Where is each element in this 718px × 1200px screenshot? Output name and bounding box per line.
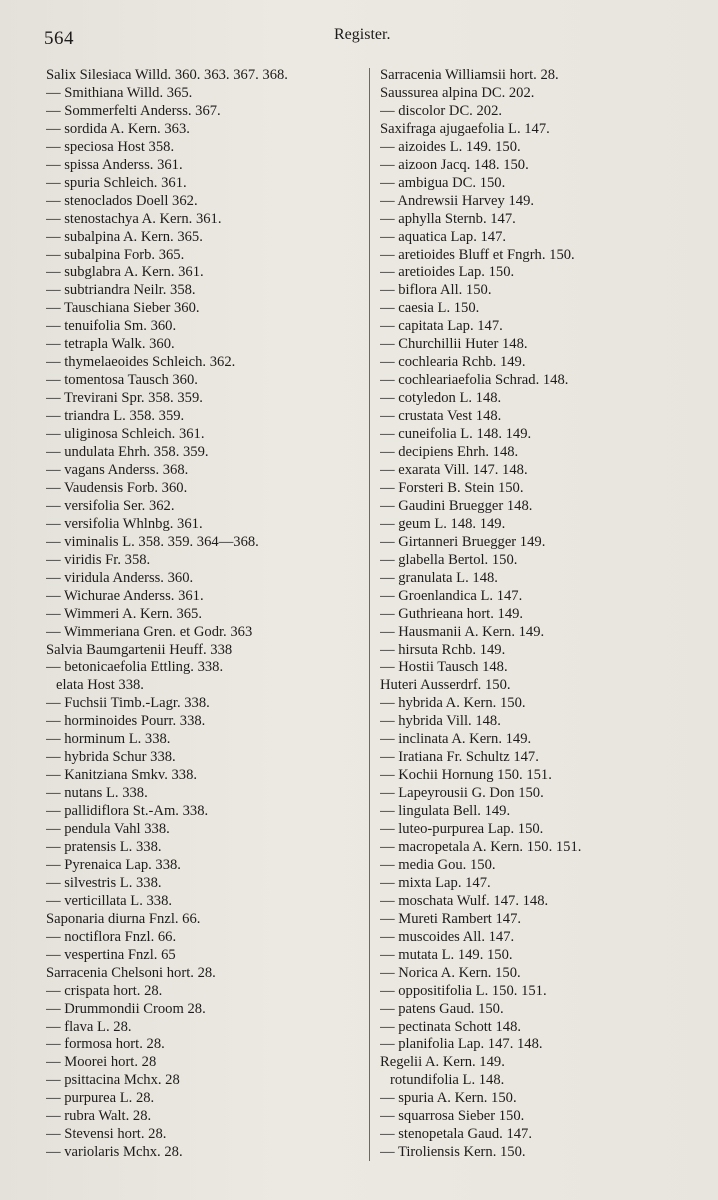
index-entry: — Kanitziana Smkv. 338. <box>46 767 198 784</box>
left-index-column <box>46 67 364 1162</box>
index-entry: — versifolia Ser. 362. <box>46 497 175 514</box>
index-entry: — ambigua DC. 150. <box>380 174 506 191</box>
index-entry: — caesia L. 150. <box>380 300 480 317</box>
index-entry: — formosa hort. 28. <box>46 1036 165 1053</box>
index-entry: — subalpina Forb. 365. <box>46 246 185 263</box>
index-entry: — tenuifolia Sm. 360. <box>46 318 177 335</box>
index-entry: — Guthrieana hort. 149. <box>380 605 524 622</box>
index-entry: — Wimmeriana Gren. et Godr. 363 <box>46 623 253 640</box>
index-entry: — nutans L. 338. <box>46 785 148 802</box>
index-entry: — exarata Vill. 147. 148. <box>380 461 528 478</box>
index-entry: Sarracenia Chelsoni hort. 28. <box>46 964 216 981</box>
index-entry: — betonicaefolia Ettling. 338. <box>46 659 224 676</box>
index-entry: — Drummondii Croom 28. <box>46 1000 206 1017</box>
index-entry: — variolaris Mchx. 28. <box>46 1144 183 1161</box>
index-entry: — psittacina Mchx. 28 <box>46 1072 180 1089</box>
index-entry: — Pyrenaica Lap. 338. <box>46 856 181 873</box>
index-entry: — aquatica Lap. 147. <box>380 228 507 245</box>
index-entry: — speciosa Host 358. <box>46 138 175 155</box>
index-entry: — Forsteri B. Stein 150. <box>380 479 524 496</box>
index-entry: — triandra L. 358. 359. <box>46 408 185 425</box>
page-number: 564 <box>44 28 74 49</box>
index-entry: — decipiens Ehrh. 148. <box>380 444 519 461</box>
index-entry: — lingulata Bell. 149. <box>380 803 511 820</box>
index-entry: — flava L. 28. <box>46 1018 132 1035</box>
index-entry: — hybrida Schur 338. <box>46 749 176 766</box>
index-entry: — spissa Anderss. 361. <box>46 156 183 173</box>
index-entry: — stenopetala Gaud. 147. <box>380 1126 532 1143</box>
index-entry: — capitata Lap. 147. <box>380 318 503 335</box>
index-entry: — pendula Vahl 338. <box>46 821 170 838</box>
index-entry: — aphylla Sternb. 147. <box>380 210 516 227</box>
index-entry: — Gaudini Bruegger 148. <box>380 497 533 514</box>
index-entry: — viridula Anderss. 360. <box>46 569 194 586</box>
index-entry: — subglabra A. Kern. 361. <box>46 264 204 281</box>
index-entry: — planifolia Lap. 147. 148. <box>380 1036 543 1053</box>
index-entry: — Hostii Tausch 148. <box>380 659 508 676</box>
index-entry: — Vaudensis Forb. 360. <box>46 479 188 496</box>
index-entry: — tetrapla Walk. 360. <box>46 336 175 353</box>
index-entry: Saxifraga ajugaefolia L. 147. <box>380 120 550 137</box>
index-entry: — Stevensi hort. 28. <box>46 1126 167 1143</box>
index-entry: — Smithiana Willd. 365. <box>46 84 193 101</box>
index-entry: Saussurea alpina DC. 202. <box>380 84 535 101</box>
index-entry: — noctiflora Fnzl. 66. <box>46 928 177 945</box>
index-entry: — undulata Ehrh. 358. 359. <box>46 444 209 461</box>
index-entry: — verticillata L. 338. <box>46 892 173 909</box>
index-entry: — biflora All. 150. <box>380 282 492 299</box>
index-entry: — vespertina Fnzl. 65 <box>46 946 176 963</box>
index-entry: — spuria A. Kern. 150. <box>380 1090 517 1107</box>
index-entry: — viminalis L. 358. 359. 364—368. <box>46 533 259 550</box>
index-entry: — vagans Anderss. 368. <box>46 461 189 478</box>
index-entry: — purpurea L. 28. <box>46 1090 155 1107</box>
index-entry: — cochlearia Rchb. 149. <box>380 354 526 371</box>
index-entry: Sarracenia Williamsii hort. 28. <box>380 67 559 83</box>
index-entry: — Trevirani Spr. 358. 359. <box>46 390 203 407</box>
index-entry: — moschata Wulf. 147. 148. <box>380 892 549 909</box>
index-entry: — Groenlandica L. 147. <box>380 587 523 604</box>
index-entry: — Moorei hort. 28 <box>46 1054 157 1071</box>
index-entry: — versifolia Whlnbg. 361. <box>46 515 203 532</box>
index-entry: — cochleariaefolia Schrad. 148. <box>380 372 569 389</box>
index-entry: — Kochii Hornung 150. 151. <box>380 767 552 784</box>
index-entry: — spuria Schleich. 361. <box>46 174 187 191</box>
index-entry: — subalpina A. Kern. 365. <box>46 228 203 245</box>
index-entry: rotundifolia L. 148. <box>390 1072 505 1089</box>
index-entry: — Norica A. Kern. 150. <box>380 964 521 981</box>
index-entry: — crispata hort. 28. <box>46 982 163 999</box>
index-entry: — subtriandra Neilr. 358. <box>46 282 196 299</box>
index-entry: — Sommerfelti Anderss. 367. <box>46 102 221 119</box>
index-entry: — stenoclados Doell 362. <box>46 192 198 209</box>
index-entry: Salvia Baumgartenii Heuff. 338 <box>46 641 233 658</box>
index-entry: — thymelaeoides Schleich. 362. <box>46 354 236 371</box>
index-entry: — Lapeyrousii G. Don 150. <box>380 785 544 802</box>
index-entry: — rubra Walt. 28. <box>46 1108 152 1125</box>
index-entry: — luteo-purpurea Lap. 150. <box>380 821 544 838</box>
index-entry: — Churchillii Huter 148. <box>380 336 528 353</box>
index-entry: — Tiroliensis Kern. 150. <box>380 1144 526 1161</box>
index-entry: — Hausmanii A. Kern. 149. <box>380 623 545 640</box>
index-entry: — squarrosa Sieber 150. <box>380 1108 525 1125</box>
index-entry: — uliginosa Schleich. 361. <box>46 426 205 443</box>
index-entry: — Andrewsii Harvey 149. <box>380 192 535 209</box>
index-entry: — aizoon Jacq. 148. 150. <box>380 156 529 173</box>
index-entry: — Mureti Rambert 147. <box>380 910 522 927</box>
index-entry: — glabella Bertol. 150. <box>380 551 518 568</box>
index-entry: — patens Gaud. 150. <box>380 1000 504 1017</box>
index-entry: — hybrida A. Kern. 150. <box>380 695 526 712</box>
index-entry: — tomentosa Tausch 360. <box>46 372 198 389</box>
index-entry: elata Host 338. <box>56 677 144 694</box>
index-entry: — horminoides Pourr. 338. <box>46 713 206 730</box>
column-divider <box>369 68 370 1161</box>
index-entry: — hirsuta Rchb. 149. <box>380 641 506 658</box>
index-entry: — macropetala A. Kern. 150. 151. <box>380 838 582 855</box>
index-entry: Huteri Ausserdrf. 150. <box>380 677 511 694</box>
index-entry: — Girtanneri Bruegger 149. <box>380 533 546 550</box>
index-entry: — aretioides Bluff et Fngrh. 150. <box>380 246 575 263</box>
index-entry: — cotyledon L. 148. <box>380 390 502 407</box>
index-entry: — stenostachya A. Kern. 361. <box>46 210 222 227</box>
index-entry: — media Gou. 150. <box>380 856 496 873</box>
index-entry: — sordida A. Kern. 363. <box>46 120 190 137</box>
index-entry: — Tauschiana Sieber 360. <box>46 300 200 317</box>
index-entry: — pallidiflora St.-Am. 338. <box>46 803 209 820</box>
index-entry: — aizoides L. 149. 150. <box>380 138 521 155</box>
index-entry: — mixta Lap. 147. <box>380 874 491 891</box>
index-entry: — pratensis L. 338. <box>46 838 162 855</box>
index-entry: — cuneifolia L. 148. 149. <box>380 426 532 443</box>
index-entry: — aretioides Lap. 150. <box>380 264 515 281</box>
index-entry: — horminum L. 338. <box>46 731 171 748</box>
index-entry: — Wichurae Anderss. 361. <box>46 587 204 604</box>
index-entry: — geum L. 148. 149. <box>380 515 506 532</box>
index-entry: — viridis Fr. 358. <box>46 551 151 568</box>
index-entry: — crustata Vest 148. <box>380 408 502 425</box>
index-entry: — Iratiana Fr. Schultz 147. <box>380 749 539 766</box>
index-entry: Regelii A. Kern. 149. <box>380 1054 505 1071</box>
index-entry: — discolor DC. 202. <box>380 102 503 119</box>
page-title: Register. <box>334 26 391 43</box>
index-entry: — silvestris L. 338. <box>46 874 162 891</box>
index-entry: — hybrida Vill. 148. <box>380 713 501 730</box>
index-entry: — inclinata A. Kern. 149. <box>380 731 532 748</box>
page-header <box>0 22 718 52</box>
index-entry: — muscoides All. 147. <box>380 928 515 945</box>
index-entry: Saponaria diurna Fnzl. 66. <box>46 910 201 927</box>
index-entry: — mutata L. 149. 150. <box>380 946 513 963</box>
index-entry: — granulata L. 148. <box>380 569 498 586</box>
index-entry: — Wimmeri A. Kern. 365. <box>46 605 203 622</box>
index-entry: Salix Silesiaca Willd. 360. 363. 367. 368. <box>46 67 288 83</box>
index-entry: — Fuchsii Timb.-Lagr. 338. <box>46 695 210 712</box>
index-entry: — oppositifolia L. 150. 151. <box>380 982 547 999</box>
index-entry: — pectinata Schott 148. <box>380 1018 522 1035</box>
right-index-column <box>380 67 708 1162</box>
